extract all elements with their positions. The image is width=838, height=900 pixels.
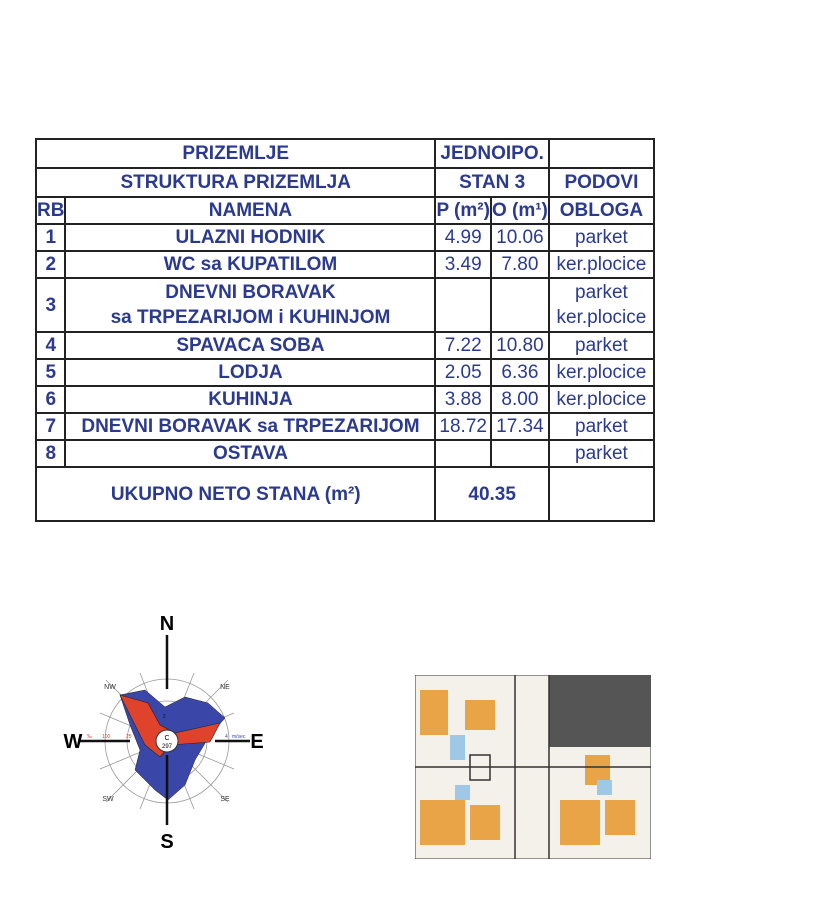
room-name bbox=[65, 413, 435, 440]
room-name-line: sa TRPEZARIJOM i KUHINJOM bbox=[110, 307, 391, 328]
room-perimeter: 6.36 bbox=[491, 359, 549, 386]
room-area bbox=[435, 278, 490, 332]
room-area: 3.88 bbox=[435, 386, 490, 413]
table-row bbox=[36, 386, 654, 413]
room-cover bbox=[549, 440, 654, 467]
red-tick-100: 100 bbox=[102, 734, 111, 740]
room-name-line: KUHINJA bbox=[208, 389, 293, 410]
cover-line: ker.plocice bbox=[556, 362, 647, 383]
room-area: 4.99 bbox=[435, 224, 490, 251]
room-area: 2.05 bbox=[435, 359, 490, 386]
cover-line: ker.plocice bbox=[556, 307, 647, 328]
room-cover bbox=[549, 278, 654, 332]
room-name bbox=[65, 251, 435, 278]
room-name-line: DNEVNI BORAVAK bbox=[165, 282, 336, 303]
area-header: P (m²) bbox=[435, 197, 490, 224]
cover-line: ker.plocice bbox=[556, 389, 647, 410]
table-row bbox=[36, 359, 654, 386]
center-label: C bbox=[164, 735, 170, 742]
nw-label: NW bbox=[104, 684, 116, 691]
room-name-line: DNEVNI BORAVAK sa TRPEZARIJOM bbox=[81, 416, 420, 437]
row-number: 1 bbox=[36, 224, 65, 251]
room-area: 7.22 bbox=[435, 332, 490, 359]
room-area: 18.72 bbox=[435, 413, 490, 440]
room-cover bbox=[549, 251, 654, 278]
unit-label: STAN 3 bbox=[435, 168, 548, 197]
table-row bbox=[36, 278, 654, 332]
cover-line: parket bbox=[575, 443, 628, 464]
total-value: 40.35 bbox=[435, 467, 548, 521]
room-name-line: SPAVACA SOBA bbox=[176, 335, 325, 356]
room-cover bbox=[549, 413, 654, 440]
se-label: SE bbox=[220, 796, 230, 803]
row-number: 4 bbox=[36, 332, 65, 359]
room-perimeter: 10.80 bbox=[491, 332, 549, 359]
center-value: 297 bbox=[161, 744, 173, 750]
row-number: 5 bbox=[36, 359, 65, 386]
room-perimeter: 17.34 bbox=[491, 413, 549, 440]
total-label: UKUPNO NETO STANA (m²) bbox=[36, 467, 435, 521]
cover-line: parket bbox=[575, 335, 628, 356]
row-number: 6 bbox=[36, 386, 65, 413]
row-number: 2 bbox=[36, 251, 65, 278]
table-row bbox=[36, 224, 654, 251]
apartment-type: JEDNOIPO. bbox=[435, 139, 548, 168]
room-table bbox=[35, 138, 655, 522]
south-label: S bbox=[160, 831, 174, 853]
row-number: 7 bbox=[36, 413, 65, 440]
cover-line: parket bbox=[575, 227, 628, 248]
row-number: 3 bbox=[36, 278, 65, 332]
blue-tick-2: 2 bbox=[163, 714, 166, 720]
table-row bbox=[36, 440, 654, 467]
red-tick-25: 25 bbox=[126, 734, 132, 740]
west-label: W bbox=[63, 731, 83, 753]
table-row bbox=[36, 251, 654, 278]
room-perimeter bbox=[491, 440, 549, 467]
row-number: 8 bbox=[36, 440, 65, 467]
room-name bbox=[65, 278, 435, 332]
cover-line: ker.plocice bbox=[556, 254, 647, 275]
room-name-line: OSTAVA bbox=[212, 443, 288, 464]
room-cover bbox=[549, 386, 654, 413]
room-name-line: LODJA bbox=[218, 362, 283, 383]
perimeter-header: O (m¹) bbox=[491, 197, 549, 224]
name-header: NAMENA bbox=[65, 197, 435, 224]
room-perimeter bbox=[491, 278, 549, 332]
wind-rose bbox=[60, 605, 280, 855]
blue-tick-4: 4 bbox=[225, 734, 228, 740]
room-perimeter: 10.06 bbox=[491, 224, 549, 251]
room-cover bbox=[549, 359, 654, 386]
room-cover bbox=[549, 224, 654, 251]
room-name bbox=[65, 386, 435, 413]
room-area bbox=[435, 440, 490, 467]
blue-unit: m/sec bbox=[232, 734, 246, 740]
room-name bbox=[65, 332, 435, 359]
ne-label: NE bbox=[220, 684, 230, 691]
structure-title: STRUKTURA PRIZEMLJA bbox=[36, 168, 435, 197]
north-label: N bbox=[159, 613, 175, 635]
cover-header: OBLOGA bbox=[549, 197, 654, 224]
cover-line: parket bbox=[575, 282, 628, 303]
room-perimeter: 8.00 bbox=[491, 386, 549, 413]
floor-title: PRIZEMLJE bbox=[36, 139, 435, 168]
rb-header: RB bbox=[36, 197, 65, 224]
red-unit: ‰ bbox=[87, 734, 92, 740]
room-cover bbox=[549, 332, 654, 359]
room-name-line: WC sa KUPATILOM bbox=[163, 254, 338, 275]
table-row bbox=[36, 332, 654, 359]
east-label: E bbox=[250, 731, 264, 753]
table-row bbox=[36, 413, 654, 440]
floor-plan bbox=[415, 675, 651, 859]
room-perimeter: 7.80 bbox=[491, 251, 549, 278]
floors-header: PODOVI bbox=[549, 168, 654, 197]
room-name bbox=[65, 224, 435, 251]
room-name bbox=[65, 359, 435, 386]
room-name bbox=[65, 440, 435, 467]
room-name-line: ULAZNI HODNIK bbox=[175, 227, 326, 248]
room-area: 3.49 bbox=[435, 251, 490, 278]
sw-label: SW bbox=[102, 796, 114, 803]
cover-line: parket bbox=[575, 416, 628, 437]
